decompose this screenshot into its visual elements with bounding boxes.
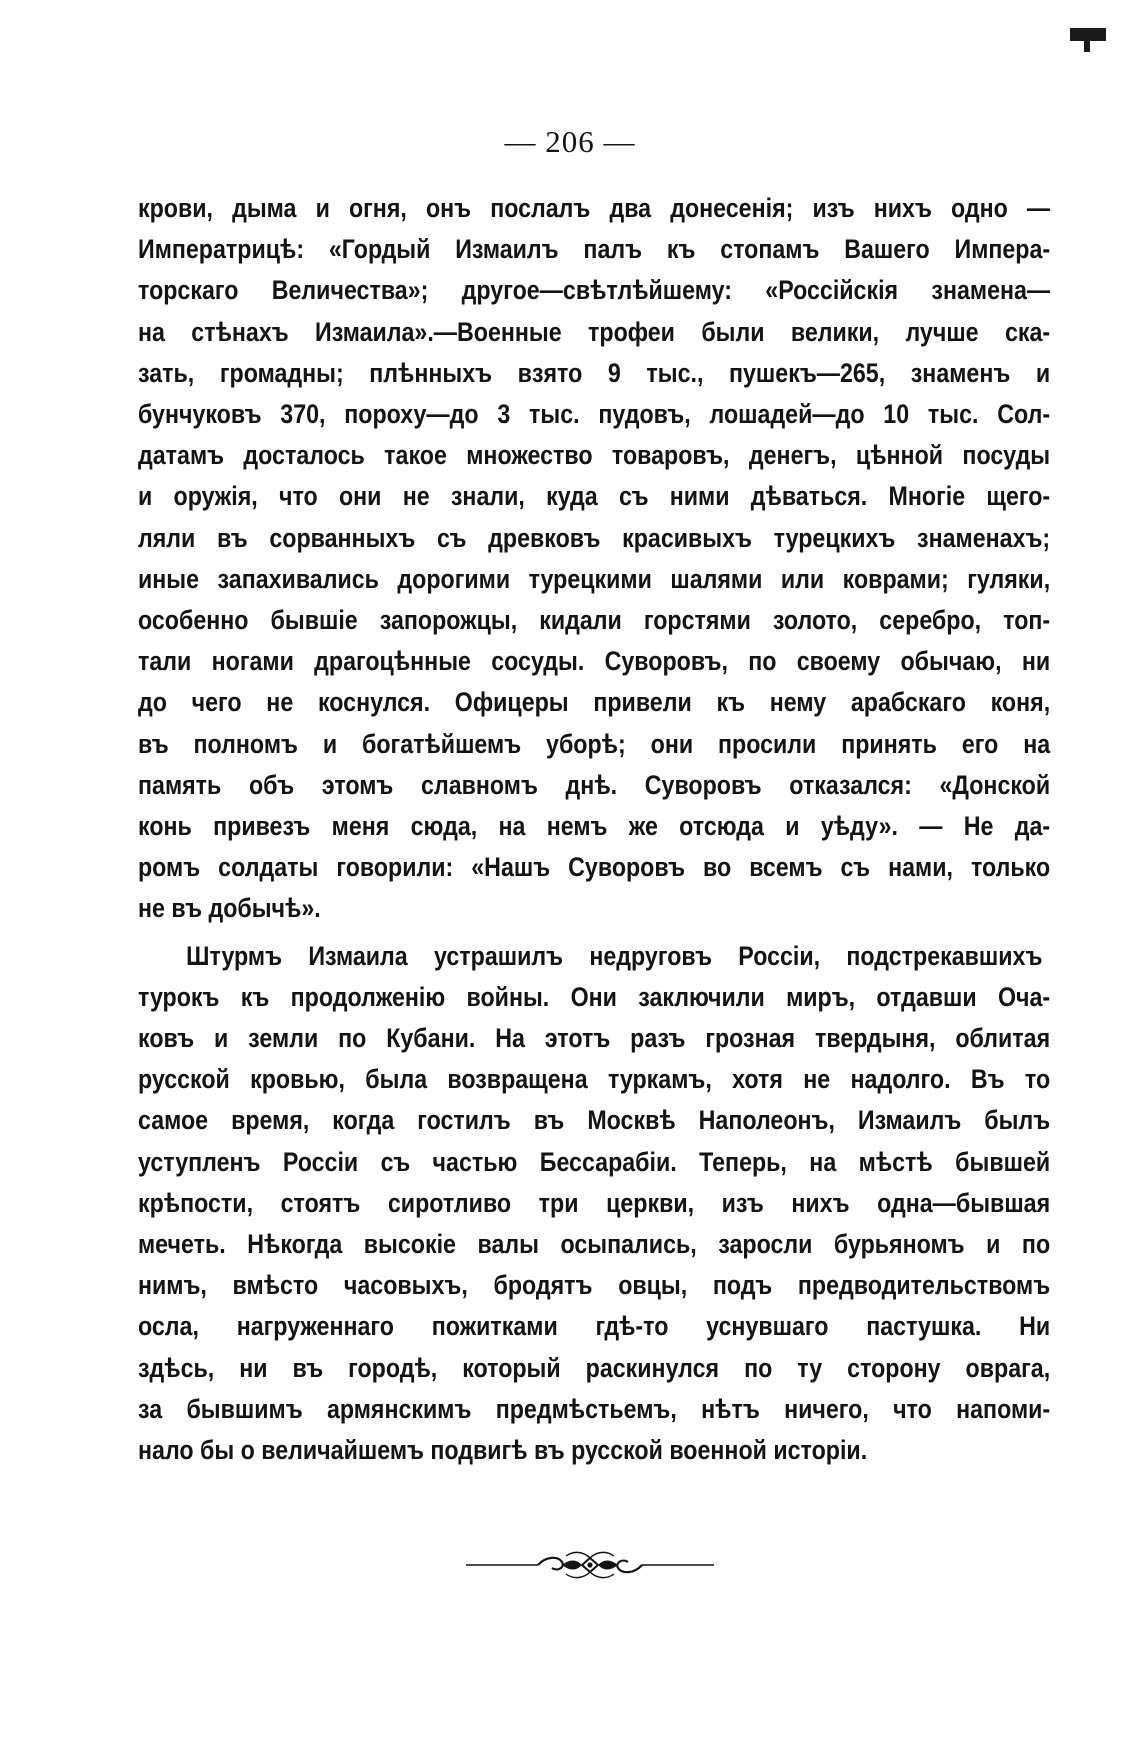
text-line: въ полномъ и богатѣйшемъ уборѣ; они просили принять его на	[138, 728, 1051, 759]
text-line: нало бы о величайшемъ подвигѣ въ русской военной исторіи.	[138, 1435, 868, 1466]
text-line: торскаго Величества»; другое—свѣтлѣйшему: «Россійскія знамена—	[138, 275, 1051, 306]
text-line: турокъ къ продолженію войны. Они заключили миръ, отдавши Оча-	[138, 981, 1051, 1012]
text-line: русской кровью, была возвращена туркамъ, хотя не надолго. Въ то	[138, 1064, 1051, 1095]
text-line: конь привезъ меня сюда, на немъ же отсюда и уѣду». — Не да-	[138, 811, 1051, 842]
text-line: до чего не коснулся. Офицеры привели къ нему арабскаго коня,	[138, 687, 1051, 718]
text-line: зать, громадны; плѣнныхъ взято 9 тыс., пушекъ—265, знаменъ и	[138, 357, 1051, 388]
text-line: особенно бывшіе запорожцы, кидали горстями золото, серебро, топ-	[138, 605, 1051, 636]
text-line: тали ногами драгоцѣнные сосуды. Суворовъ, по своему обычаю, ни	[138, 646, 1051, 677]
paragraph-2	[138, 936, 1050, 1472]
text-line: крови, дыма и огня, онъ послалъ два донесенія; изъ нихъ одно —	[138, 193, 1051, 223]
text-line: Штурмъ Измаила устрашилъ недруговъ Россіи, подстрекавшихъ	[186, 940, 1043, 971]
text-line: на стѣнахъ Измаила».—Военные трофеи были велики, лучше ска-	[138, 316, 1051, 347]
text-line: мечеть. Нѣкогда высокіе валы осыпались, заросли бурьяномъ и по	[138, 1229, 1051, 1260]
page-number: — 206 —	[504, 124, 636, 159]
text-line: осла, нагруженнаго пожитками гдѣ-то уснувшаго пастушка. Ни	[138, 1311, 1051, 1342]
text-line: за бывшимъ армянскимъ предмѣстьемъ, нѣтъ ничего, что напоми-	[138, 1393, 1051, 1424]
text-line: ромъ солдаты говорили: «Нашъ Суворовъ во всемъ съ нами, только	[138, 852, 1051, 883]
text-line: датамъ досталось такое множество товаровъ, денегъ, цѣнной посуды	[138, 440, 1051, 471]
text-line: Императрицѣ: «Гордый Измаилъ палъ къ стопамъ Вашего Импера-	[138, 234, 1051, 265]
paragraph-1	[138, 188, 1050, 930]
text-line: память объ этомъ славномъ днѣ. Суворовъ отказался: «Донской	[138, 769, 1051, 800]
corner-print-mark-icon	[1070, 28, 1106, 41]
text-line: крѣпости, стоятъ сиротливо три церкви, изъ нихъ одна—бывшая	[138, 1187, 1051, 1218]
text-line: нимъ, вмѣсто часовыхъ, бродятъ овцы, подъ предводительствомъ	[138, 1270, 1051, 1301]
body-text	[138, 188, 1050, 1471]
text-line: самое время, когда гостилъ въ Москвѣ Наполеонъ, Измаилъ былъ	[138, 1105, 1051, 1136]
text-line: не въ добычѣ».	[138, 893, 321, 924]
text-line: бунчуковъ 370, пороху—до 3 тыс. пудовъ, лошадей—до 10 тыс. Сол-	[138, 399, 1051, 430]
ornament-tailpiece-icon	[466, 1548, 714, 1582]
text-line: ляли въ сорванныхъ съ древковъ красивыхъ турецкихъ знаменахъ;	[138, 522, 1051, 553]
text-line: иные запахивались дорогими турецкими шалями или коврами; гуляки,	[138, 563, 1051, 594]
text-line: здѣсь, ни въ городѣ, который раскинулся по ту сторону оврага,	[138, 1352, 1051, 1383]
text-line: ковъ и земли по Кубани. На этотъ разъ грозная твердыня, облитая	[138, 1023, 1051, 1054]
text-line: и оружія, что они не знали, куда съ ними дѣваться. Многіе щего-	[138, 481, 1051, 512]
text-line: уступленъ Россіи съ частью Бессарабіи. Теперь, на мѣстѣ бывшей	[138, 1146, 1051, 1177]
